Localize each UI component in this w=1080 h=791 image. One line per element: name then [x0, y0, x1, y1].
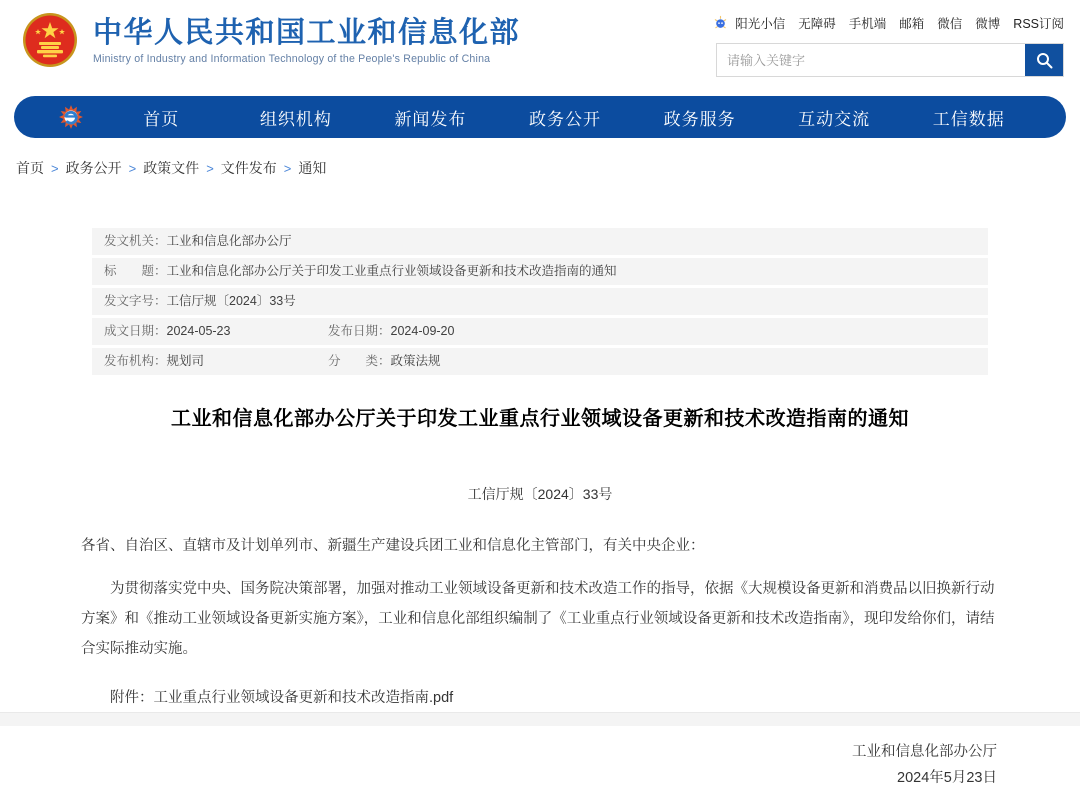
breadcrumb-notice[interactable]: 通知 [298, 160, 327, 176]
meta-cell [328, 354, 441, 369]
quick-link-mobile[interactable]: 手机端 [848, 17, 887, 31]
document-content [81, 402, 999, 791]
meta-cell [104, 264, 617, 279]
meta-value-doc-no: 工信厅规〔2024〕33号 [166, 294, 296, 308]
meta-cell [104, 354, 328, 369]
meta-row-org-category [92, 348, 988, 375]
quick-link-weibo[interactable]: 微博 [975, 17, 1001, 31]
header-right [716, 12, 1064, 77]
document-number: 工信厅规〔2024〕33号 [467, 486, 613, 502]
search-bar [716, 43, 1064, 77]
footer-strip [0, 712, 1080, 726]
meta-value-written-date: 2024-05-23 [166, 324, 231, 338]
meta-value-issuing-org: 工业和信息化部办公厅 [166, 234, 292, 248]
signature-org: 工业和信息化部办公厅 [852, 744, 997, 760]
document-body [81, 531, 999, 791]
breadcrumb-separator: > [283, 160, 292, 176]
national-emblem-icon [22, 12, 78, 68]
document-salutation: 各省、自治区、直辖市及计划单列市、新疆生产建设兵团工业和信息化主管部门，有关中央企业： [81, 538, 705, 554]
nav-item-interaction[interactable]: 互动交流 [798, 109, 871, 129]
breadcrumb-separator: > [206, 160, 214, 176]
search-icon [1036, 52, 1053, 69]
nav-item-data[interactable]: 工信数据 [932, 109, 1005, 129]
search-input[interactable] [717, 44, 1025, 76]
attachment-label: 附件： [110, 690, 154, 706]
miit-gear-logo-icon [58, 104, 84, 130]
attachment-line [81, 683, 999, 713]
meta-label-doc-no: 发文字号： [104, 294, 167, 308]
meta-row-title [92, 258, 988, 285]
site-title-block [93, 16, 520, 65]
meta-cell [104, 324, 328, 339]
meta-label-publish-date: 发布日期： [328, 324, 391, 338]
meta-value-category: 政策法规 [390, 354, 441, 368]
meta-value-publish-date: 2024-09-20 [390, 324, 455, 338]
document-paragraph: 为贯彻落实党中央、国务院决策部署，加强对推动工业领域设备更新和技术改造工作的指导，依据《大规模设备更新和消费品以旧换新行动方案》和《推动工业领域设备更新实施方案》，工业和信息化部组织编制了《工业重点行业领域设备更新和技术改造指南》，现印发给你们，请结合实际推动实施。 [81, 581, 995, 657]
nav-item-home[interactable]: 首页 [143, 109, 180, 129]
breadcrumb-separator: > [128, 160, 137, 176]
document-title: 工业和信息化部办公厅关于印发工业重点行业领域设备更新和技术改造指南的通知 [171, 408, 909, 430]
signature-date: 2024年5月23日 [897, 770, 997, 786]
nav-item-gov-disclosure[interactable]: 政务公开 [529, 109, 602, 129]
nav-item-gov-services[interactable]: 政务服务 [663, 109, 736, 129]
quick-link-wechat[interactable]: 微信 [937, 17, 963, 31]
site-subtitle: Ministry of Industry and Information Technology of the People's Republic of China [93, 52, 491, 65]
meta-label-title: 标 题： [104, 264, 167, 278]
nav-item-organization[interactable]: 组织机构 [259, 109, 332, 129]
search-button[interactable] [1025, 44, 1063, 76]
meta-cell [104, 234, 292, 249]
meta-row-dates [92, 318, 988, 345]
breadcrumb-policy-documents[interactable]: 政策文件 [143, 160, 200, 176]
site-header [0, 0, 1080, 94]
meta-cell [328, 324, 454, 339]
quick-link-rss[interactable]: RSS订阅 [1013, 17, 1064, 31]
signature-block [81, 739, 999, 791]
quick-link-accessibility[interactable]: 无障碍 [798, 17, 836, 31]
meta-row-doc-no [92, 288, 988, 315]
breadcrumb-separator: > [51, 160, 59, 176]
meta-row-issuing-org [92, 228, 988, 255]
sunny-assistant-icon [713, 16, 728, 31]
meta-value-title: 工业和信息化部办公厅关于印发工业重点行业领域设备更新和技术改造指南的通知 [166, 264, 617, 278]
document-meta-table [92, 228, 988, 375]
site-title: 中华人民共和国工业和信息化部 [93, 16, 521, 49]
breadcrumb-document-release[interactable]: 文件发布 [220, 160, 277, 176]
breadcrumb-gov-disclosure[interactable]: 政务公开 [65, 160, 122, 176]
meta-value-publish-org: 规划司 [166, 354, 205, 368]
meta-label-publish-org: 发布机构： [104, 354, 167, 368]
main-nav [14, 96, 1066, 138]
quick-link-sunny[interactable]: 阳光小信 [735, 17, 786, 31]
nav-item-news[interactable]: 新闻发布 [394, 109, 467, 129]
meta-label-written-date: 成文日期： [104, 324, 167, 338]
attachment-pdf-link[interactable]: 工业重点行业领域设备更新和技术改造指南.pdf [153, 690, 454, 706]
meta-label-issuing-org: 发文机关： [104, 234, 167, 248]
quick-links [716, 14, 1064, 32]
site-brand[interactable] [22, 12, 520, 68]
meta-cell [104, 294, 296, 309]
meta-label-category: 分 类： [328, 354, 391, 368]
breadcrumb [16, 158, 1080, 178]
breadcrumb-home[interactable]: 首页 [16, 160, 44, 176]
quick-link-mail[interactable]: 邮箱 [899, 17, 925, 31]
